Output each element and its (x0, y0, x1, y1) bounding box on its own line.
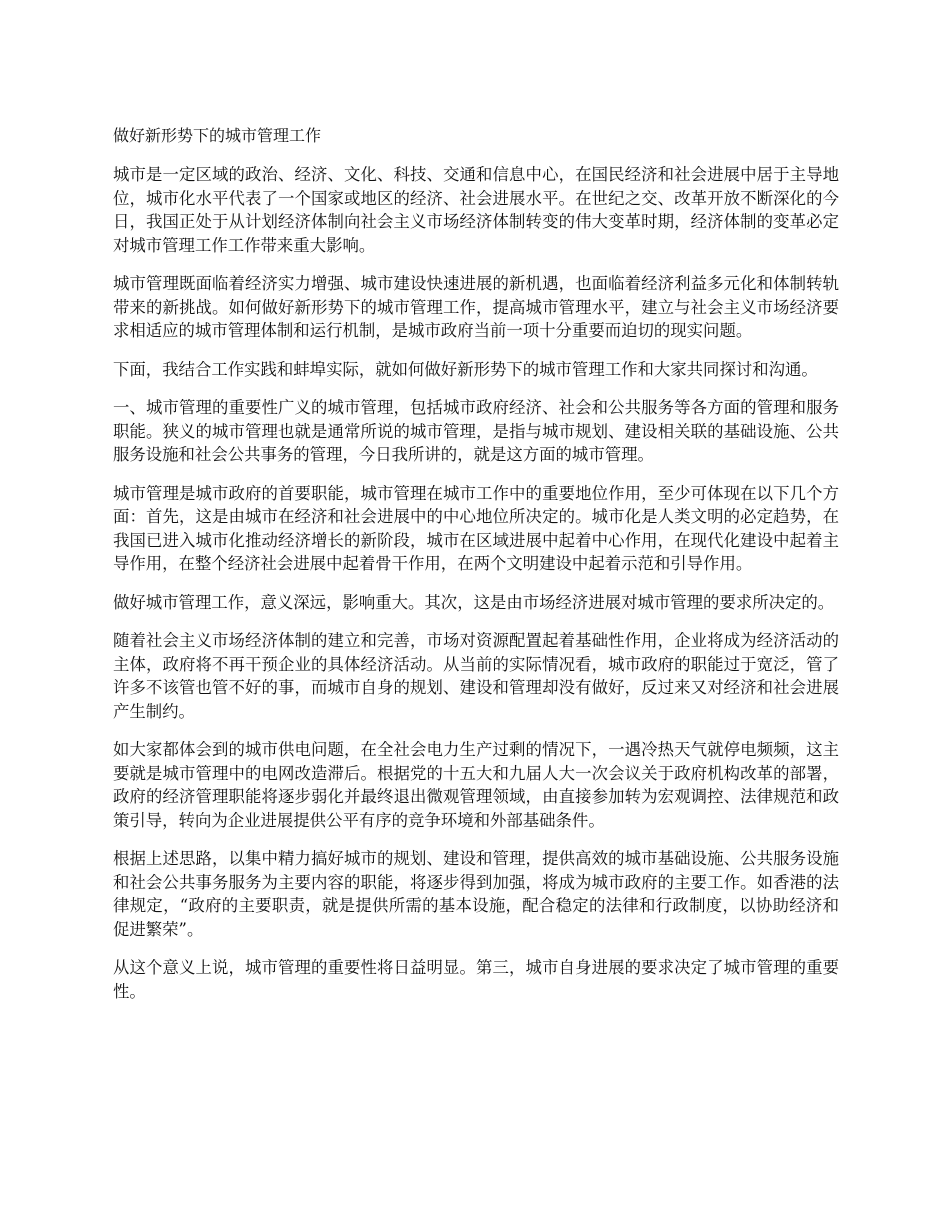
paragraph-8: 如大家都体会到的城市供电问题，在全社会电力生产过剩的情况下，一遇冷热天气就停电频频，这主要就是城市管理中的电网改造滞后。根据党的十五大和九届人大一次会议关于政府机构改革的部署，政府的经济管理职能将逐步弱化并最终退出微观管理领域，由直接参加转为宏观调控、法律规范和政策引导，转向为企业进展提供公平有序的竞争环境和外部基础条件。 (113, 740, 839, 830)
paragraph-2: 城市管理既面临着经济实力增强、城市建设快速进展的新机遇，也面临着经济利益多元化和体制转轨带来的新挑战。如何做好新形势下的城市管理工作，提高城市管理水平，建立与社会主义市场经济要求相适应的城市管理体制和运行机制，是城市政府当前一项十分重要而迫切的现实问题。 (113, 274, 839, 340)
paragraph-4: 一、城市管理的重要性广义的城市管理，包括城市政府经济、社会和公共服务等各方面的管理和服务职能。狭义的城市管理也就是通常所说的城市管理，是指与城市规划、建设相关联的基础设施、公共服务设施和社会公共事务的管理，今日我所讲的，就是这方面的城市管理。 (113, 398, 839, 464)
paragraph-1: 城市是一定区域的政治、经济、文化、科技、交通和信息中心，在国民经济和社会进展中居于主导地位，城市化水平代表了一个国家或地区的经济、社会进展水平。在世纪之交、改革开放不断深化的今日，我国正处于从计划经济体制向社会主义市场经济体制转变的伟大变革时期，经济体制的变革必定对城市管理工作工作带来重大影响。 (113, 165, 839, 255)
paragraph-3: 下面，我结合工作实践和蚌埠实际，就如何做好新形势下的城市管理工作和大家共同探讨和沟通。 (113, 359, 818, 379)
paragraph-6: 做好城市管理工作，意义深远，影响重大。其次，这是由市场经济进展对城市管理的要求所决定的。 (113, 592, 835, 612)
paragraph-10: 从这个意义上说，城市管理的重要性将日益明显。第三，城市自身进展的要求决定了城市管理的重要性。 (113, 958, 839, 1001)
paragraph-7: 随着社会主义市场经济体制的建立和完善，市场对资源配置起着基础性作用，企业将成为经济活动的主体，政府将不再干预企业的具体经济活动。从当前的实际情况看，城市政府的职能过于宽泛，管了许多不该管也管不好的事，而城市自身的规划、建设和管理却没有做好，反过来又对经济和社会进展产生制约。 (113, 631, 839, 721)
paragraph-5: 城市管理是城市政府的首要职能，城市管理在城市工作中的重要地位作用，至少可体现在以下几个方面：首先，这是由城市在经济和社会进展中的中心地位所决定的。城市化是人类文明的必定趋势，在我国已进入城市化推动经济增长的新阶段，城市在区域进展中起着中心作用，在现代化建设中起着主导作用，在整个经济社会进展中起着骨干作用，在两个文明建设中起着示范和引导作用。 (113, 483, 839, 573)
paragraph-9: 根据上述思路，以集中精力搞好城市的规划、建设和管理，提供高效的城市基础设施、公共服务设施和社会公共事务服务为主要内容的职能，将逐步得到加强，将成为城市政府的主要工作。如香港的法律规定，“政府的主要职责，就是提供所需的基本设施，配合稳定的法律和行政制度，以协助经济和促进繁荣”。 (113, 849, 839, 939)
document-page (113, 124, 839, 1018)
document-title: 做好新形势下的城市管理工作 (113, 126, 322, 145)
